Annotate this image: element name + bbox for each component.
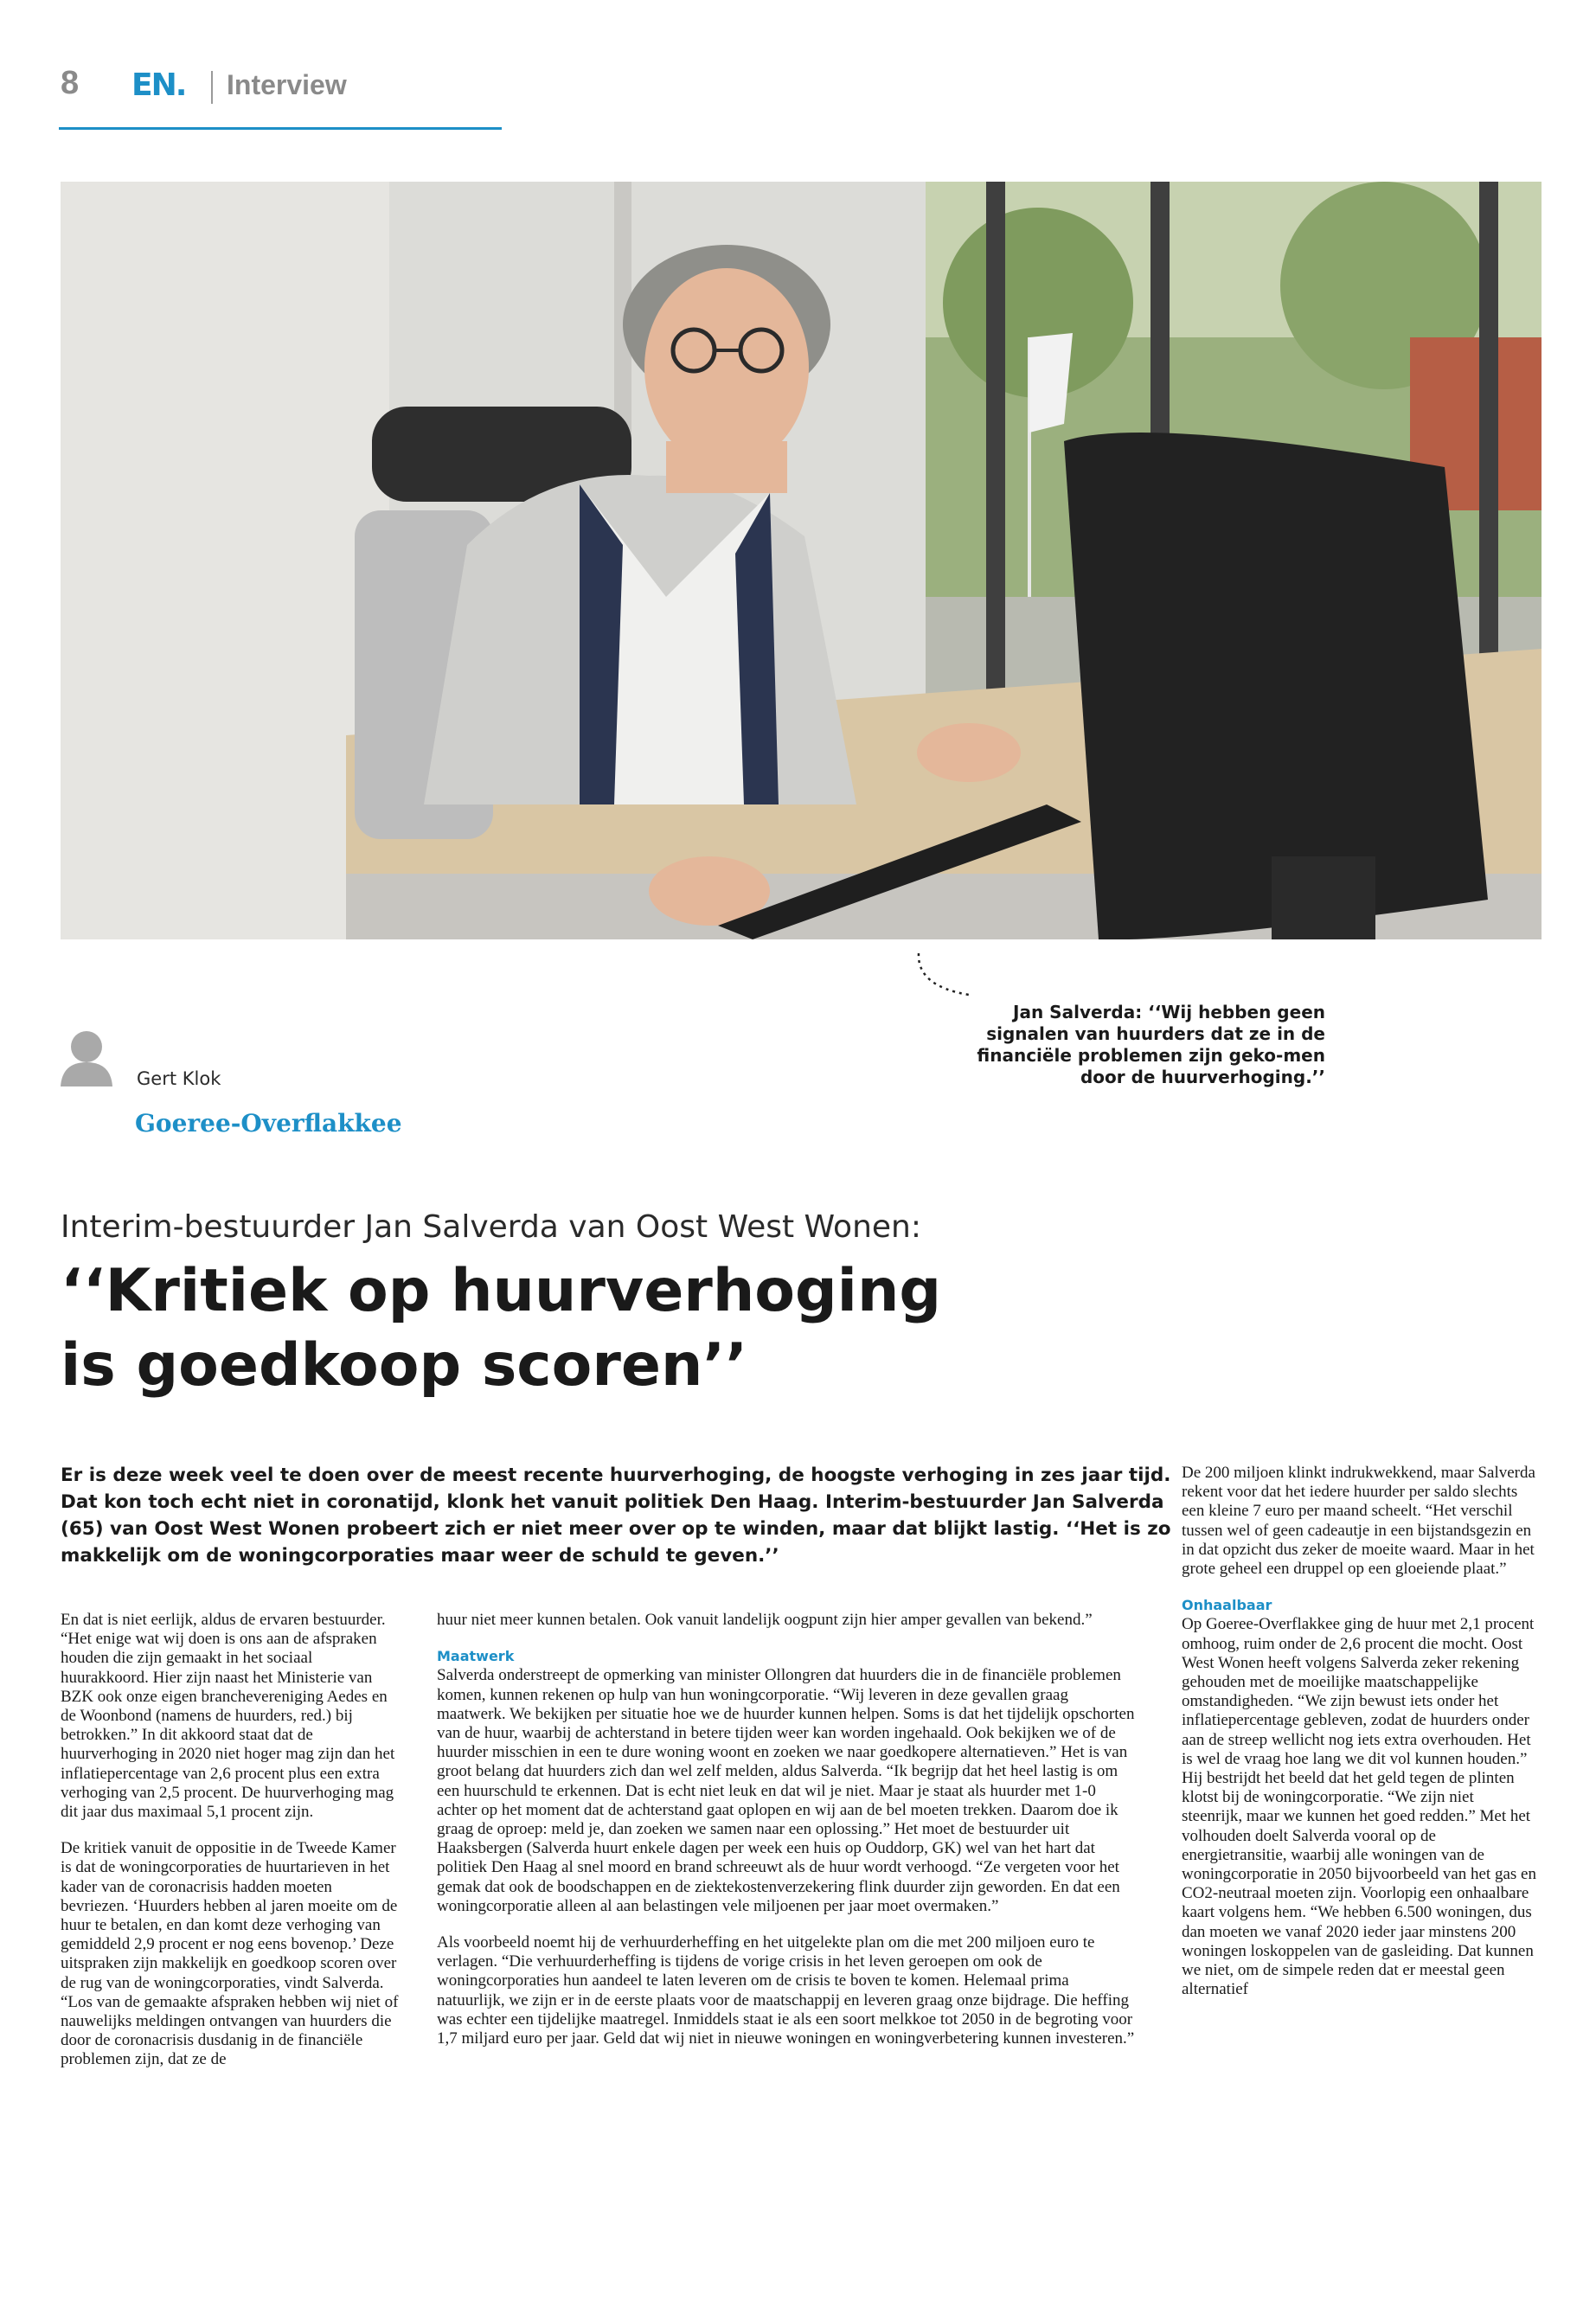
subheading: Maatwerk xyxy=(437,1648,515,1665)
body-paragraph: De 200 miljoen klinkt indrukwekkend, maar Salverda rekent voor dat het iedere huurder per saldo slechts een kleine 7 euro per maand scheelt. “Het verschil tussen wel of geen cadeautje in een bijstandsgezin en in dat opzicht dus zeker de moeite waard. Maar in het grote geheel een druppel op een gloeiende plaat.” xyxy=(1182,1464,1535,1579)
body-column-2 xyxy=(437,1611,1138,2066)
headline-title xyxy=(61,1254,1185,1403)
body-column-1 xyxy=(61,1611,402,2087)
lead-line: (65) van Oost West Wonen probeert zich er niet meer over op te winden, maar dat blijkt lastig. ‘‘Het is zo xyxy=(61,1518,1171,1540)
body-paragraph: Salverda onderstreept de opmerking van minister Ollongren dat huurders die in de financiële problemen komen, kunnen rekenen op hulp van hun woningcorporatie. “Wij leveren in deze gevallen graag maatwerk. We bekijken per situatie hoe we de huurder kunnen helpen. Soms is dat het tijdelijk opschorten van de huur, waarbij de achterstand in betere tijden weer kan worden ingehaald. Ook bekijken we of de huurder misschien in een te dure woning woont en zoeken we naar goedkopere alternatieven.” Het is van groot belang dat huurders zich dan wel zelf melden, aldus Salverda. “Ik begrijp dat het heel lastig is om een huurschuld te erkennen. Dat is echt niet leuk en dat wil je niet. Maar je staat als huurder met 1-0 achter op het moment dat de achterstand gaat oplopen en wij aan de bel moeten trekken. Daarom doe ik graag de oproep: meld je, dan zoeken we samen naar een oplossing.” Het moet de bestuurder uit Haaksbergen (Salverda huurt enkele dagen per week een huis op Ouddorp, GK) wel van het hart dat politiek Den Haag al snel moord en brand schreeuwt als de huur wordt verhoogd. “Ze vergeten voor het gemak dat ook de boodschappen en de ziektekostenverzekering flink duurder zijn geworden. En dat een woningcorporatie alleen al aan belastingen vele miljoenen per jaar moet overmaken.” xyxy=(437,1666,1135,1915)
lead-line: makkelijk om de woningcorporaties maar weer de schuld te geven.’’ xyxy=(61,1545,779,1567)
header-divider xyxy=(211,71,213,104)
caption-pointer xyxy=(915,952,976,1003)
subheading: Onhaalbaar xyxy=(1182,1597,1272,1614)
publication-logo: EN. xyxy=(131,67,186,103)
lead-line: Dat kon toch echt niet in coronatijd, klonk het vanuit politiek Den Haag. Interim-bestuurder Jan Salverda xyxy=(61,1491,1164,1513)
body-column-3 xyxy=(1182,1464,1536,2016)
header-rule xyxy=(59,127,502,130)
section-label: Interview xyxy=(227,69,347,100)
body-paragraph: En dat is niet eerlijk, aldus de ervaren bestuurder. “Het enige wat wij doen is ons aan de afspraken houden die zijn gemaakt in het sociaal huurakkoord. Hier zijn naast het Ministerie van BZK ook onze eigen branchevereniging Aedes en de Woonbond (namens de huurders, red.) bij betrokken.” In dit akkoord staat dat de huurverhoging in 2020 niet hoger mag zijn dan het inflatiepercentage van 2,6 procent plus een extra verhoging van 2,5 procent. De huurverhoging mag dit jaar dus maximaal 5,1 procent zijn. xyxy=(61,1611,395,1822)
region-label: Goeree-Overflakkee xyxy=(135,1109,402,1138)
lead-line: Er is deze week veel te doen over de meest recente huurverhoging, de hoogste verhoging in zes jaar tijd. xyxy=(61,1465,1171,1486)
body-paragraph: Als voorbeeld noemt hij de verhuurderheffing en het uitgelekte plan om die met 200 miljoen euro te verlagen. “Die verhuurderheffing is tijdens de vorige crisis in het leven geroepen om ook de woningcorporaties hun aandeel te laten leveren om de crisis te boven te komen. Helemaal prima natuurlijk, we zijn er in de eerste plaats voor de maatschappij en leveren graag onze bijdrage. Die heffing was echter een tijdelijke maatregel. Inmiddels staat ie als een soort melkkoe tot 2050 in de begroting voor 1,7 miljard euro per jaar. Geld dat wij niet in nieuwe woningen en woningverbetering kunnen investeren.” xyxy=(437,1933,1135,2048)
headline-line-2: is goedkoop scoren’’ xyxy=(61,1331,748,1400)
headline-line-1: ‘‘Kritiek op huurverhoging xyxy=(61,1257,942,1325)
body-paragraph: huur niet meer kunnen betalen. Ook vanuit landelijk oogpunt zijn hier amper gevallen van bekend.” xyxy=(437,1611,1093,1629)
body-paragraph: De kritiek vanuit de oppositie in de Tweede Kamer is dat de woningcorporaties de huurtarieven in het kader van de coronacrisis hadden moeten bevriezen. ‘Huurders hebben al jaren moeite om de huur te betalen, en dan komt deze verhoging van gemiddeld 2,9 procent er nog eens bovenop.’ Deze uitspraken zijn makkelijk en goedkoop scoren over de rug van de woningcorporaties, vindt Salverda. “Los van de gemaakte afspraken hebben wij niet of nauwelijks meldingen ontvangen van huurders die door de coronacrisis dusdanig in de financiële problemen zijn, dat ze de xyxy=(61,1839,399,2069)
body-paragraph: Op Goeree-Overflakkee ging de huur met 2,1 procent omhoog, ruim onder de 2,6 procent die mocht. Oost West Wonen heeft volgens Salverda zeker rekening gehouden met de moeilijke maatschappelijke omstandigheden. “We zijn bewust iets onder het inflatiepercentage gebleven, zodat de huurders onder aan de streep wellicht nog iets extra overhouden. Het is wel de vraag hoe lang we dit vol kunnen houden.” Hij bestrijdt het beeld dat het geld tegen de plinten klotst bij de woningcorporatie. “We zijn niet steenrijk, maar we kunnen het goed redden.” Met het volhouden doelt Salverda vooral op de energietransitie, waarbij alle woningen van de woningcorporatie in 2050 bijvoorbeeld van het gas en CO2-neutraal moeten zijn. Voorlopig een onhaalbare kaart volgens hem. “We hebben 6.500 woningen, dus dan moeten we vanaf 2020 ieder jaar minstens 200 woningen loskoppelen van de gasleiding. Dat kunnen we niet, om de simpele reden dat er meestal geen alternatief xyxy=(1182,1615,1536,1999)
photo-caption: Jan Salverda: ‘‘Wij hebben geen signalen van huurders dat ze in de financiële problemen zijn geko-men door de huurverhoging.’’ xyxy=(977,1002,1325,1087)
article-photo xyxy=(61,182,1542,939)
page-number: 8 xyxy=(61,65,80,101)
person-icon xyxy=(61,1029,112,1086)
author-name: Gert Klok xyxy=(137,1068,221,1089)
lead-paragraph xyxy=(61,1462,1176,1569)
headline-kicker: Interim-bestuurder Jan Salverda van Oost West Wonen: xyxy=(61,1209,921,1245)
